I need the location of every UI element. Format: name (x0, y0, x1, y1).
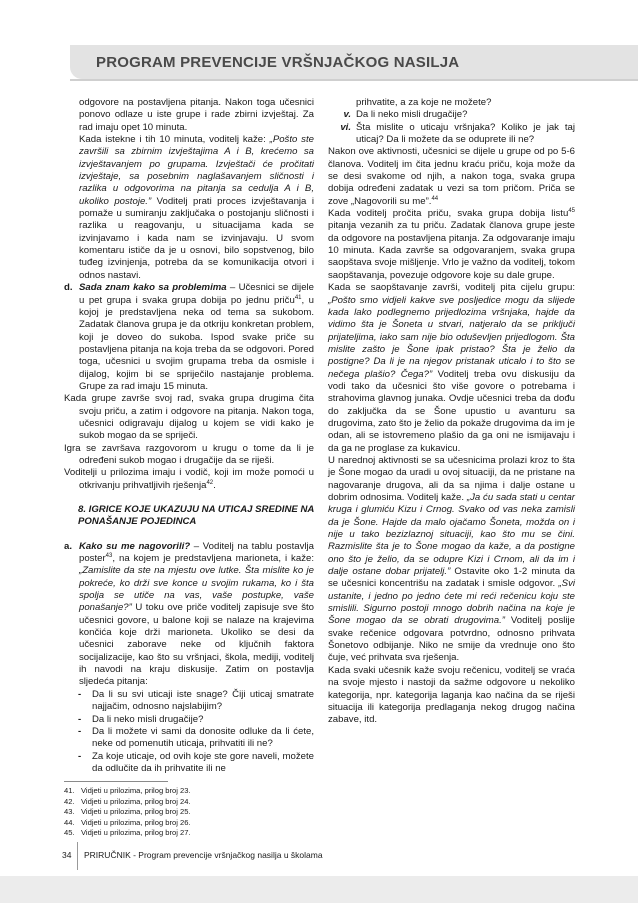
page-number: 34 (62, 850, 72, 860)
paragraph: Kada se saopštavanje završi, voditelj pita cijelu grupu: „Pošto smo vidjeli kakve sve posljedice mogu da slijede kada lako podlegnemo prijedlozima vršnjaka, hajde da vidimo šta je Šoneta u stvari, natjeralo da se priključi prijateljima, iako sam nije bio oduševljen prijedlogom. Šta mislite zašto je Šone ipak pristao? Šta je želio da postigne? Da li je na njegov pristanak uticalo i to što se nečega plašio? Čega?” Voditelj treba ovu diskusiju da vodi tako da učesnici što više govore o potrebama i strahovima glavnog junaka. Ovdje učesnici treba da dođu do zaključka da se Šone upustio u avanturu sa drugovima, zato što je želio da pokaže drugovima da im je odan, ali se istovremeno plašio da ga oni ne ismijavaju i da ga ne proglase za kukavicu. (328, 282, 575, 454)
running-header-title: PROGRAM PREVENCIJE VRŠNJAČKOG NASILJA (96, 54, 460, 71)
footnote: 41. Vidjeti u prilozima, prilog broj 23. (64, 786, 191, 795)
left-column (64, 97, 314, 775)
footnotes (64, 786, 191, 839)
paragraph: Kada istekne i tih 10 minuta, voditelj kaže: „Pošto ste završili sa zbirnim izvještajima A i B, krećemo sa izvještavanjem po grupama. Izvještači će pročitati izvještaje, sa posebnim naglašavanjem sličnosti i razlika u odgovorima na pitanja sa cedulja A i B, ukoliko postoje.” Voditelj prati proces izvještavanja i pomaže u sumiranju zaključaka o postojanju sličnosti i razlika u reagovanju, u situacijama kada se izvinjavamo i kada nam se izvinjavaju. U svom komentaru ističe da je u osnovi, bilo sopstvenog, bilo tuđeg izvinjenja, potreba da se komunikacija otvori i odnos nastavi. (79, 134, 314, 281)
paragraph: Voditelji u prilozima imaju i vodič, koji im može pomoći u otkrivanju prihvatljivih rješenja$^{42}$. (64, 467, 314, 491)
footnote: 44. Vidjeti u prilozima, prilog broj 26. (64, 817, 191, 827)
footnote: 45. Vidjeti u prilozima, prilog broj 27. (64, 828, 191, 838)
list-item-a: a. Kako su me nagovorili? – Voditelj na tablu postavlja poster$^{43}$, na kojem je predstavljena marioneta, i kaže: „Zamislite da ste na mjestu ove lutke. Šta mislite ko je pokreće, ko drži sve konce u svojim rukama, ko i šta spolja se utiče na vas, vaše postupke, vaše ponašanje?” U toku ove priče voditelj zapisuje sve što učesnici govore, u balone koji se nalaze na krajevima končića koje drži marioneta. Ukoliko se desi da učesnici zaborave neke od ključnih faktora socijalizacije, kao što su vršnjaci, škola, mediji, voditelj ih navodi na kraju diskusije. Zatim on postavlja sljedeća pitanja: (64, 540, 314, 688)
footer-separator (77, 842, 78, 870)
list-item-d: d. Sada znam kako sa problemima – Učesnici se dijele u pet grupa i svaka grupa dobija po jednu priču$^{41}$, u kojoj je predstavljena neka od tema sa sukobom. Zadatak članova grupa je da otkriju konkretan problem, koji je doveo do sukoba. Ispod svake priče su postavljena pitanja na koja treba da se odgovori. Pored toga, učesnici u svojim grupama treba da osmisle i dijalog, kojim bi se spriječilo nastajanje problema. Grupe za rad imaju 15 minuta. (64, 282, 314, 392)
question-continuation: prihvatite, a za koje ne možete? (356, 97, 492, 108)
paragraph: Kada svaki učesnik kaže svoju rečenicu, voditelj se vraća na svoje mjesto i nastoji da sažme odgovore u nekoliko kategorija, npr. kategorija laganja kao načina da se riješi situacija ili kategorija predlaganja nekog drugog načina zabave, itd. (328, 664, 575, 726)
footnote-rule (64, 781, 168, 782)
section-heading: 8. IGRICE KOJE UKAZUJU NA UTICAJ SREDINE NA PONAŠANJE POJEDINCA (78, 504, 314, 528)
question-item: - Da li neko misli drugačije? (78, 713, 204, 725)
footer-band (0, 876, 638, 903)
footer-title: PRIRUČNIK - Program prevencije vršnjačkog nasilja u školama (84, 850, 323, 860)
paragraph: odgovore na postavljena pitanja. Nakon toga učesnici ponovo odlaze u iste grupe i rade zbirni izvještaj. Za rad imaju opet 10 minuta. (79, 97, 314, 133)
footnote: 43. Vidjeti u prilozima, prilog broj 25. (64, 807, 191, 817)
question-item-vi: vi. Šta mislite o uticaju vršnjaka? Koliko je jak taj uticaj? Da li možete da se oduprete ili ne? (340, 121, 575, 146)
footnote: 42. Vidjeti u prilozima, prilog broj 24. (64, 796, 191, 806)
question-item: - Da li možete vi sami da donosite odluke da li ćete, neke od pomenutih uticaja, prihvatiti ili ne? (78, 725, 314, 750)
paragraph: Kada grupe završe svoj rad, svaka grupa drugima čita svoju priču, a zatim i odgovore na pitanja. Nakon toga, učesnici odigravaju dijalog u kojem se vidi kako je sukob mogao da se spriječi. (64, 393, 314, 442)
right-column (328, 97, 575, 727)
paragraph: U narednoj aktivnosti se sa učesnicima prolazi kroz to šta je Šone mogao da uradi u ovoj situaciji, da ne pristane na nagovaranje drugova, ali da sa njima i dalje ostane u dobrim odnosima. Voditelj kaže. „Ja ću sada stati u centar kruga i glumiću Kizu i Crnog. Svako od vas neka zamisli da je Šone. Hajde da malo ojačamo Šoneta, možda on i nije u tako bezizlaznoj situaciji, kao što mu se čini. Razmislite šta je to Šone mogao da kaže, a da postigne ono što je želio, da se odupre Kizi i Crnom, ali da im i dalje ostane dobar prijatelj.” Ostavite oko 1-2 minuta da se učesnici koncentrišu na zadatak i smisle odgovor. „Svi ustanite, i jedno po jedno ćete mi reći rečenicu koju ste smislili. Sigurno postoji mnogo dobrih načina na koje je Šone mogao da se obrati drugovima.” Voditelj poslije svake rečenice odgovara potvrdno, odnosno prihvata Šonetovo odbijanje. Niko ne smije da vrednuje ono što čuje, već prihvata sva rješenja. (328, 454, 575, 664)
paragraph: Nakon ove aktivnosti, učesnici se dijele u grupe od po 5-6 članova. Voditelj im čita jednu kraću priču, koja može da se desi svakome od njih, a nakon toga, svaka grupa dobija određeni zadatak u vezi sa tom pričom. Priča se zove „Nagovorili su me”.$^{44}$ (328, 146, 575, 207)
question-item-v: v. Da li neko misli drugačije? (343, 109, 468, 121)
question-item: - Za koje uticaje, od ovih koje ste gore naveli, možete da odlučite da ih prihvatite ili ne (78, 750, 314, 774)
paragraph: Igra se završava razgovorom u krugu o tome da li je određeni sukob mogao i drugačije da se riješi. (64, 442, 314, 466)
header-rule (70, 79, 638, 81)
question-item: - Da li su svi uticaji iste snage? Čiji uticaj smatrate najjačim, odnosno najslabijim? (78, 688, 314, 713)
paragraph: Kada voditelj pročita priču, svaka grupa dobija listu$^{45}$ pitanja vezanih za tu priču. Zadatak članova grupe jeste da odgovore na postavljena pitanja. Za odgovaranje imaju 10 minuta. Kada završe sa odgovaranjem, svaka grupa saopštava svoje mišljenje. Vrlo je važno da voditelj, tokom saopštavanja, povezuje odgovore koje su dale grupe. (328, 207, 575, 281)
